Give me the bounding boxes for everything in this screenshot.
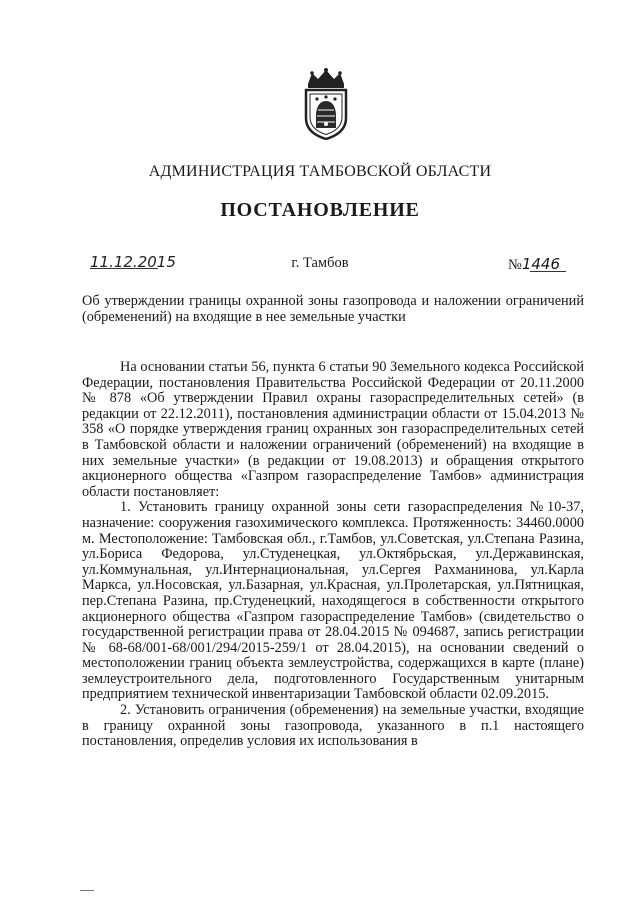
tambov-coat-of-arms-icon — [300, 68, 352, 140]
clause-2-paragraph: 2. Установить ограничения (обременения) на земельные участки, входящие в границу охранной зоны газопровода, указанного в п.1 настоящего постановления, определив условия их использования в — [82, 702, 584, 750]
document-subject: Об утверждении границы охранной зоны газопровода и наложении ограничений (обременений) на входящие в нее земельные участки — [82, 293, 584, 325]
document-city: г. Тамбов — [291, 255, 349, 271]
issuing-authority: АДМИНИСТРАЦИЯ ТАМБОВСКОЙ ОБЛАСТИ — [148, 163, 492, 180]
number-sign: № — [508, 257, 522, 273]
clause-1-paragraph: 1. Установить границу охранной зоны сети газораспределения №10-37, назначение: сооружения газохимического комплекса. Протяженность: 34460.0000 м. Местоположение: Тамбовская обл., г.Тамбов, ул.Советская, ул.Степана Разина, ул.Бориса Федорова, ул.Студенецкая, ул.Октябрьская, ул.Державинская, ул.Коммунальная, ул.Интернациональная, ул.Сергея Рахманинова, ул.Карла Маркса, ул.Носовская, ул.Базарная, ул.Красная, ул.Пролетарская, ул.Пятницкая, пер.Степана Разина, пр.Студенецкий, находящегося в собственности открытого акционерного общества «Газпром газораспределение Тамбов» (свидетельство о государственной регистрации права от 28.04.2015 № 094687, запись регистрации № 68-68/001-68/001/294/2015-259/1 от 28.04.2015), на основании сведений о местоположении границ объекта землеустройства, содержащихся в карте (плане) землеустроительного дела, подготовленного Государственным унитарным предприятием технической инвентаризации Тамбовской области 02.09.2015. — [82, 499, 584, 703]
document-type-title: ПОСТАНОВЛЕНИЕ — [220, 199, 420, 221]
number-underline — [530, 271, 566, 272]
number-value: 1446 — [521, 255, 561, 273]
preamble-paragraph: На основании статьи 56, пункта 6 статьи 90 Земельного кодекса Российской Федерации, постановления Правительства Российской Федерации от 20.11.2000 № 878 «Об утверждении Правил охраны газораспределительных сетей» (в редакции от 22.12.2011), постановления администрации области от 15.04.2013 № 358 «О порядке утверждения границ охранных зон газораспределительных сетей в Тамбовской области и наложении ограничений (обременений) на входящие в них земельные участки» (в редакции от 19.08.2013) и обращения открытого акционерного общества «Газпром газораспределение Тамбов» администрация области постановляет: — [82, 359, 584, 500]
scan-mark — [80, 890, 94, 891]
document-body — [82, 360, 584, 750]
document-date: 11.12.2015 — [90, 253, 176, 271]
